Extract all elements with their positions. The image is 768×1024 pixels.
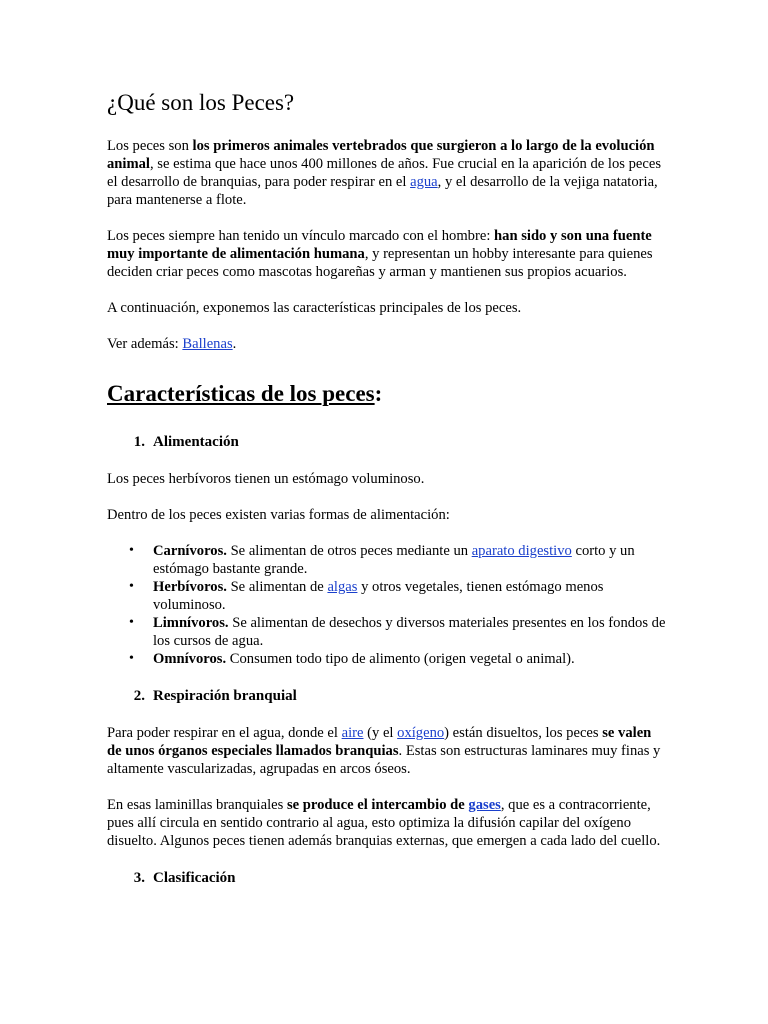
bold-text: han sido y son una fuente muy importante de alimentación humana [107,228,652,262]
text: Los peces siempre han tenido un vínculo marcado con el hombre: [107,228,495,244]
link-oxigeno[interactable]: oxígeno [397,725,445,741]
heading-respiracion [107,686,667,706]
item-heading: Respiración branquial [153,688,297,704]
link-aparato-digestivo[interactable]: aparato digestivo [471,543,572,559]
heading-alimentacion [107,432,667,452]
number-cell [107,686,153,706]
item-number: 1. [133,434,145,450]
link-ballenas[interactable]: Ballenas [182,336,233,352]
bold-text: Carnívoros. [153,543,227,559]
heading-clasificacion [107,868,667,888]
text: (y el [363,725,398,741]
item-number: 2. [133,688,145,704]
text: , y representan un hobby interesante para quienes deciden criar peces como mascotas hogareñas y arman y mantienen sus propios acuarios. [107,246,653,280]
item-heading: Alimentación [153,434,239,450]
link-aire[interactable]: aire [341,725,364,741]
link-algas[interactable]: algas [327,579,358,595]
bold-text: Omnívoros. [153,651,227,667]
text: corto y un estómago bastante grande. [153,543,635,577]
item-heading: Clasificación [153,870,236,886]
number-cell [107,868,153,888]
number-cell [107,432,153,452]
list-item [107,614,667,650]
section-heading [107,380,667,408]
bold-text: se valen de unos órganos especiales llamados branquias [107,725,652,759]
item-number: 3. [133,870,145,886]
list-item [107,650,667,668]
bold-text: Herbívoros. [153,579,227,595]
alimentacion-paragraph-1: Los peces herbívoros tienen un estómago voluminoso. [107,471,425,487]
diet-list [107,542,667,668]
bullet-icon: • [129,579,134,594]
intro-paragraph-2 [107,227,667,281]
bullet-icon: • [129,615,134,630]
text: Se alimentan de otros peces mediante un [226,543,472,559]
document-content [107,88,667,906]
bold-text: los primeros animales vertebrados que surgieron a lo largo de la evolución animal [107,138,655,172]
text: , se estima que hace unos 400 millones de años. Fue crucial en la aparición de los peces el desarrollo de branquias, para poder respirar en el [107,156,662,190]
bullet-icon: • [129,651,134,666]
intro-paragraph-3: A continuación, exponemos las características principales de los peces. [107,300,522,316]
text: . [232,336,237,352]
page-title: ¿Qué son los Peces? [107,90,295,115]
text: Los peces son [107,138,193,154]
list-item [107,578,667,614]
text: , y el desarrollo de la vejiga natatoria, para mantenerse a flote. [107,174,658,208]
text: Se alimentan de desechos y diversos materiales presentes en los fondos de los cursos de agua. [153,615,666,649]
see-also [107,335,667,353]
alimentacion-paragraph-2: Dentro de los peces existen varias formas de alimentación: [107,507,450,523]
text: Consumen todo tipo de alimento (origen vegetal o animal). [226,651,575,667]
intro-paragraph-1 [107,137,667,209]
text: Para poder respirar en el agua, donde el [107,725,342,741]
respiracion-paragraph-2 [107,796,667,850]
section-colon: : [374,381,383,406]
text: , que es a contracorriente, pues allí circula en sentido contrario al agua, esto optimiza la difusión capilar del oxígeno disuelto. Algunos peces tienen además branquias externas, que emergen a cada lado del cuello. [107,797,661,849]
link-agua[interactable]: agua [410,174,438,190]
respiracion-paragraph-1 [107,724,667,778]
text: ) están disueltos, los peces [444,725,603,741]
text: Se alimentan de [226,579,328,595]
section-title: Características de los peces [107,381,375,406]
text: y otros vegetales, tienen estómago menos voluminoso. [153,579,604,613]
text: . Estas son estructuras laminares muy finas y altamente vascularizadas, agrupadas en arcos óseos. [107,743,661,777]
bold-text: Limnívoros. [153,615,229,631]
list-item [107,542,667,578]
bullet-icon: • [129,543,134,558]
bold-text: se produce el intercambio de [286,797,469,813]
text: En esas laminillas branquiales [107,797,287,813]
text: Ver además: [107,336,183,352]
link-gases[interactable]: gases [468,797,501,813]
